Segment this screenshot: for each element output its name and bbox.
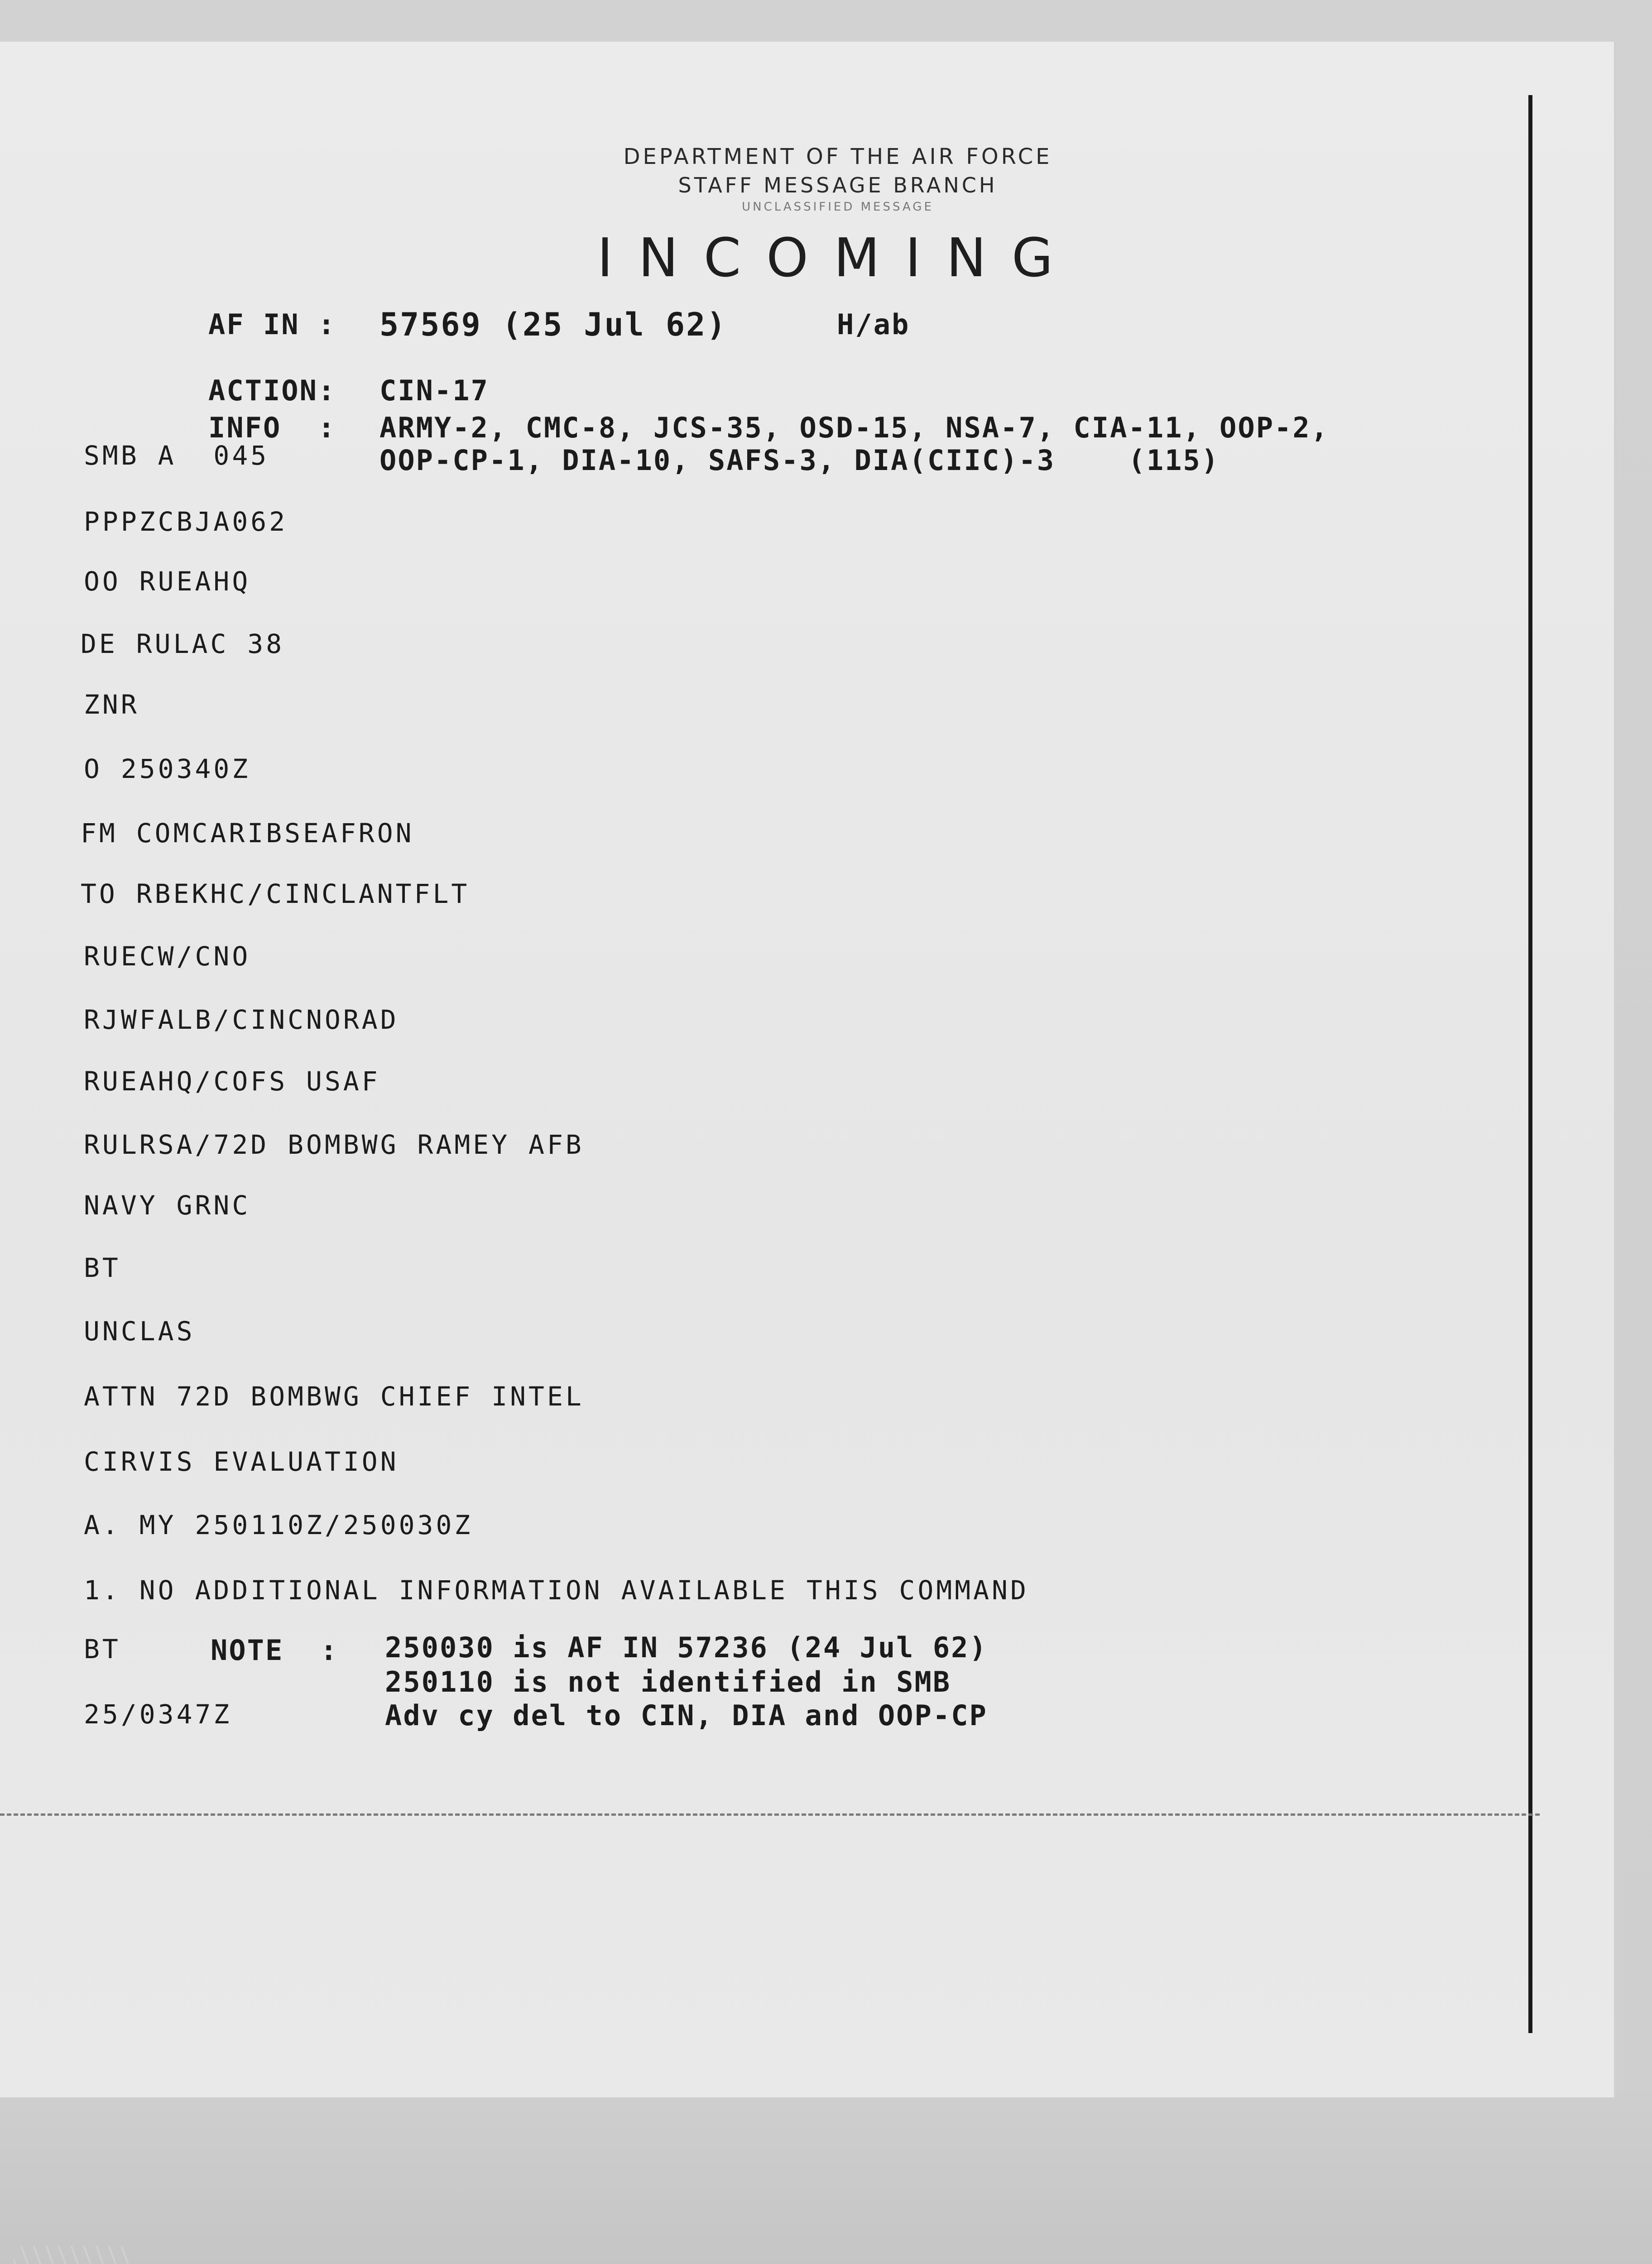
message-line: NAVY GRNC xyxy=(84,1190,251,1221)
message-line: DE RULAC 38 xyxy=(81,628,285,659)
message-line: PPPZCBJA062 xyxy=(84,506,288,537)
message-line: OO RUEAHQ xyxy=(84,566,251,597)
af-in-label: AF IN : xyxy=(208,308,336,341)
department-heading: DEPARTMENT OF THE AIR FORCE xyxy=(623,144,1052,169)
initials: H/ab xyxy=(837,308,910,341)
dashed-cut-line xyxy=(0,1813,1540,1816)
message-line: FM COMCARIBSEAFRON xyxy=(81,818,414,849)
branch-heading: STAFF MESSAGE BRANCH xyxy=(678,173,998,197)
film-scratch-marks xyxy=(14,2246,131,2264)
message-line: RUECW/CNO xyxy=(84,941,251,972)
message-line: O 250340Z xyxy=(84,753,251,784)
smb-label: SMB A 045 xyxy=(84,440,269,471)
note-line-1: 250030 is AF IN 57236 (24 Jul 62) xyxy=(385,1631,988,1664)
dtg: 25/0347Z xyxy=(84,1699,232,1730)
message-line: RUEAHQ/COFS USAF xyxy=(84,1066,380,1097)
message-line: UNCLAS xyxy=(84,1316,195,1347)
message-line: A. MY 250110Z/250030Z xyxy=(84,1510,473,1540)
info-line-2: OOP-CP-1, DIA-10, SAFS-3, DIA(CIIC)-3 (115) xyxy=(379,444,1220,477)
note-line-3: Adv cy del to CIN, DIA and OOP-CP xyxy=(385,1699,988,1732)
message-line: ATTN 72D BOMBWG CHIEF INTEL xyxy=(84,1381,584,1412)
classification-heading: UNCLASSIFIED MESSAGE xyxy=(742,200,934,214)
message-line: TO RBEKHC/CINCLANTFLT xyxy=(81,878,470,909)
sheet-edge-line xyxy=(1528,95,1532,2033)
message-line: ZNR xyxy=(84,689,139,720)
info-label: INFO : xyxy=(208,411,336,444)
note-line-2: 250110 is not identified in SMB xyxy=(385,1665,951,1698)
bt-marker: BT xyxy=(84,1634,121,1664)
incoming-title: INCOMING xyxy=(597,226,1079,289)
message-line: RULRSA/72D BOMBWG RAMEY AFB xyxy=(84,1129,584,1160)
action-label: ACTION: xyxy=(208,374,336,407)
message-line: RJWFALB/CINCNORAD xyxy=(84,1004,399,1035)
message-line: CIRVIS EVALUATION xyxy=(84,1446,399,1477)
info-line-1: ARMY-2, CMC-8, JCS-35, OSD-15, NSA-7, CIA-11, OOP-2, xyxy=(379,411,1330,444)
message-line: BT xyxy=(84,1252,121,1283)
action-value: CIN-17 xyxy=(379,374,489,407)
af-in-value: 57569 (25 Jul 62) xyxy=(379,306,727,343)
message-line: 1. NO ADDITIONAL INFORMATION AVAILABLE THIS COMMAND xyxy=(84,1575,1029,1606)
note-label: NOTE : xyxy=(211,1634,339,1667)
